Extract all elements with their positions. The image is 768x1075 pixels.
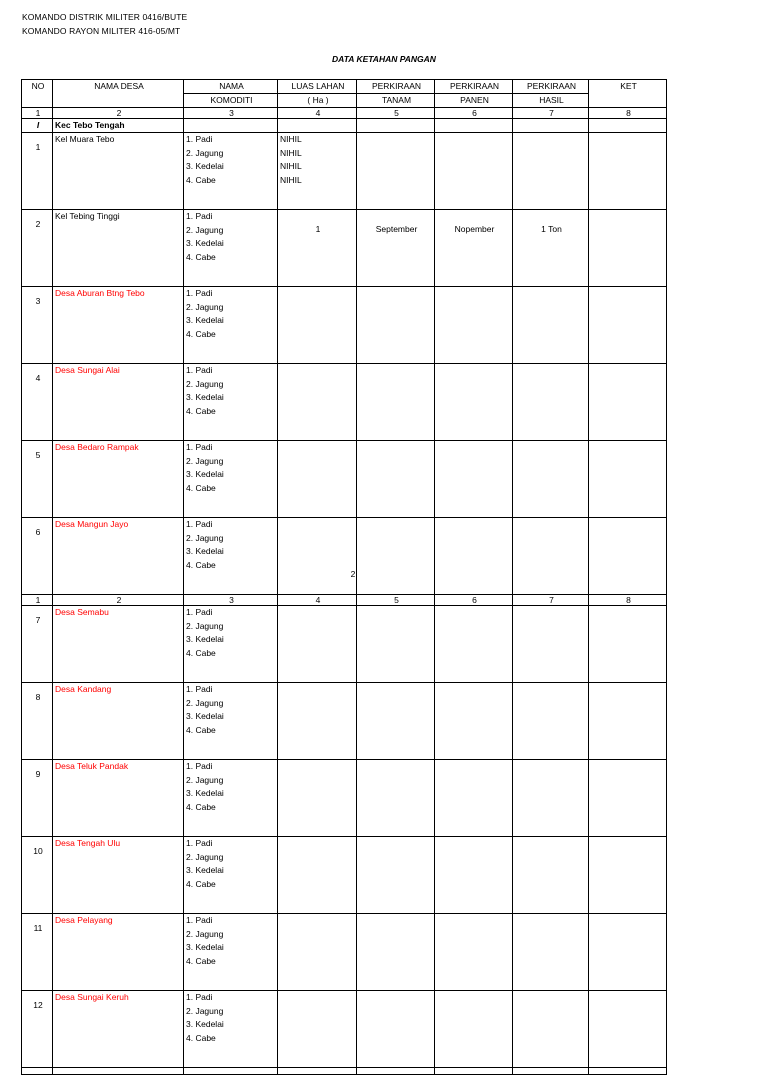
yield-estimate-cell xyxy=(513,518,589,595)
row-number: 3 xyxy=(22,287,53,364)
village-name: Desa Pelayang xyxy=(53,914,184,991)
column-number-row xyxy=(22,108,667,119)
yield-estimate-cell xyxy=(513,287,589,364)
village-name: Desa Semabu xyxy=(53,606,184,683)
village-name: Desa Sungai Keruh xyxy=(53,991,184,1068)
commodity-item: 1. Padi xyxy=(186,838,213,848)
document-title: DATA KETAHAN PANGAN xyxy=(332,54,436,64)
commodity-item: 2. Jagung xyxy=(186,851,224,862)
yield-estimate-cell xyxy=(513,991,589,1068)
table-row xyxy=(22,133,667,210)
land-area-cell xyxy=(278,518,357,595)
column-number: 3 xyxy=(184,595,278,606)
harvest-estimate-cell xyxy=(435,364,513,441)
commodity-list xyxy=(184,287,278,364)
commodity-item: 3. Kedelai xyxy=(186,469,224,480)
harvest-estimate-cell xyxy=(435,991,513,1068)
commodity-item: 1. Padi xyxy=(186,607,213,617)
yield-estimate: 1 Ton xyxy=(541,224,562,234)
kec-name: Kec Tebo Tengah xyxy=(53,119,184,133)
col-header-hasil-top: PERKIRAAN xyxy=(513,80,589,94)
header-unit-line1: KOMANDO DISTRIK MILITER 0416/BUTE xyxy=(22,12,188,22)
table-row xyxy=(22,518,667,595)
column-number: 2 xyxy=(53,595,184,606)
col-header-hasil-bottom: HASIL xyxy=(513,94,589,108)
village-name: Desa Mangun Jayo xyxy=(53,518,184,595)
commodity-list xyxy=(184,441,278,518)
land-area-cell xyxy=(278,364,357,441)
column-number: 3 xyxy=(184,108,278,119)
row-number: 11 xyxy=(22,914,53,991)
col-header-panen-bottom: PANEN xyxy=(435,94,513,108)
remarks-cell xyxy=(589,364,667,441)
row-number: 10 xyxy=(22,837,53,914)
commodity-item: 2. Jagung xyxy=(186,378,224,389)
harvest-estimate-cell xyxy=(435,683,513,760)
village-name: Kel Muara Tebo xyxy=(53,133,184,210)
harvest-estimate-cell xyxy=(435,606,513,683)
village-name: Desa Bedaro Rampak xyxy=(53,441,184,518)
col-header-tanam-bottom: TANAM xyxy=(357,94,435,108)
col-header-luas-bottom: ( Ha ) xyxy=(278,94,357,108)
column-number: 4 xyxy=(278,595,357,606)
land-area-value: NIHIL xyxy=(280,175,302,186)
column-number: 1 xyxy=(22,108,53,119)
commodity-item: 1. Padi xyxy=(186,442,213,452)
yield-estimate-cell xyxy=(513,683,589,760)
commodity-list xyxy=(184,518,278,595)
yield-estimate-cell xyxy=(513,914,589,991)
commodity-item: 2. Jagung xyxy=(186,532,224,543)
yield-estimate-cell xyxy=(513,133,589,210)
table-row xyxy=(22,364,667,441)
land-area-cell xyxy=(278,133,357,210)
table-row xyxy=(22,210,667,287)
harvest-estimate-cell xyxy=(435,210,513,287)
commodity-list xyxy=(184,760,278,837)
commodity-item: 1. Padi xyxy=(186,288,213,298)
planting-estimate-cell xyxy=(357,133,435,210)
village-name: Desa Tengah Ulu xyxy=(53,837,184,914)
commodity-item: 2. Jagung xyxy=(186,455,224,466)
commodity-list xyxy=(184,133,278,210)
land-area-cell xyxy=(278,914,357,991)
table-row xyxy=(22,914,667,991)
column-number: 1 xyxy=(22,595,53,606)
column-number: 6 xyxy=(435,108,513,119)
commodity-item: 2. Jagung xyxy=(186,147,224,158)
land-area-value: 1 xyxy=(315,224,321,234)
col-header-ket: KET xyxy=(589,80,667,108)
column-number: 8 xyxy=(589,595,667,606)
commodity-item: 1. Padi xyxy=(186,992,213,1002)
commodity-item: 4. Cabe xyxy=(186,175,216,186)
food-security-table-page1 xyxy=(21,79,667,595)
planting-estimate-cell xyxy=(357,606,435,683)
land-area-cell xyxy=(278,991,357,1068)
commodity-item: 3. Kedelai xyxy=(186,315,224,326)
remarks-cell xyxy=(589,606,667,683)
commodity-item: 1. Padi xyxy=(186,211,213,221)
remarks-cell xyxy=(589,133,667,210)
commodity-list xyxy=(184,683,278,760)
commodity-item: 2. Jagung xyxy=(186,928,224,939)
table-row xyxy=(22,760,667,837)
commodity-item: 1. Padi xyxy=(186,134,213,144)
planting-estimate-cell xyxy=(357,210,435,287)
commodity-item: 3. Kedelai xyxy=(186,942,224,953)
commodity-list xyxy=(184,364,278,441)
remarks-cell xyxy=(589,518,667,595)
village-name: Desa Sungai Alai xyxy=(53,364,184,441)
harvest-estimate-cell xyxy=(435,518,513,595)
land-area-cell xyxy=(278,441,357,518)
row-number: 7 xyxy=(22,606,53,683)
yield-estimate-cell xyxy=(513,837,589,914)
harvest-estimate-cell xyxy=(435,441,513,518)
commodity-item: 3. Kedelai xyxy=(186,238,224,249)
planting-estimate-cell xyxy=(357,518,435,595)
col-header-nama-desa: NAMA DESA xyxy=(53,80,184,108)
land-area-cell xyxy=(278,683,357,760)
col-header-nama-bottom: KOMODITI xyxy=(184,94,278,108)
table-row xyxy=(22,606,667,683)
commodity-item: 4. Cabe xyxy=(186,483,216,494)
harvest-estimate-cell xyxy=(435,914,513,991)
commodity-item: 2. Jagung xyxy=(186,774,224,785)
commodity-item: 4. Cabe xyxy=(186,406,216,417)
commodity-item: 4. Cabe xyxy=(186,329,216,340)
kec-number: I xyxy=(22,119,53,133)
commodity-item: 2. Jagung xyxy=(186,620,224,631)
remarks-cell xyxy=(589,760,667,837)
col-header-panen-top: PERKIRAAN xyxy=(435,80,513,94)
commodity-item: 1. Padi xyxy=(186,365,213,375)
commodity-item: 4. Cabe xyxy=(186,252,216,263)
row-number: 9 xyxy=(22,760,53,837)
commodity-item: 4. Cabe xyxy=(186,648,216,659)
planting-estimate-cell xyxy=(357,441,435,518)
remarks-cell xyxy=(589,991,667,1068)
table-row xyxy=(22,837,667,914)
column-number: 5 xyxy=(357,108,435,119)
commodity-list xyxy=(184,210,278,287)
column-number: 5 xyxy=(357,595,435,606)
remarks-cell xyxy=(589,287,667,364)
commodity-item: 4. Cabe xyxy=(186,879,216,890)
village-name: Desa Teluk Pandak xyxy=(53,760,184,837)
village-name: Kel Tebing Tinggi xyxy=(53,210,184,287)
commodity-item: 3. Kedelai xyxy=(186,546,224,557)
commodity-item: 3. Kedelai xyxy=(186,711,224,722)
commodity-list xyxy=(184,837,278,914)
row-number: 5 xyxy=(22,441,53,518)
yield-estimate-cell xyxy=(513,760,589,837)
remarks-cell xyxy=(589,210,667,287)
col-header-no: NO xyxy=(22,80,53,108)
row-number: 1 xyxy=(22,133,53,210)
column-number: 6 xyxy=(435,595,513,606)
harvest-estimate-cell xyxy=(435,760,513,837)
column-number-row xyxy=(22,595,667,606)
commodity-item: 3. Kedelai xyxy=(186,634,224,645)
remarks-cell xyxy=(589,683,667,760)
planting-estimate: September xyxy=(375,224,418,234)
commodity-item: 4. Cabe xyxy=(186,560,216,571)
col-header-luas-top: LUAS LAHAN xyxy=(278,80,357,94)
commodity-list xyxy=(184,914,278,991)
planting-estimate-cell xyxy=(357,683,435,760)
planting-estimate-cell xyxy=(357,364,435,441)
land-area-value: NIHIL xyxy=(280,134,302,144)
planting-estimate-cell xyxy=(357,760,435,837)
yield-estimate-cell xyxy=(513,606,589,683)
commodity-item: 2. Jagung xyxy=(186,697,224,708)
planting-estimate-cell xyxy=(357,914,435,991)
table-row xyxy=(22,441,667,518)
commodity-item: 1. Padi xyxy=(186,519,213,529)
column-number: 4 xyxy=(278,108,357,119)
yield-estimate-cell xyxy=(513,364,589,441)
commodity-item: 1. Padi xyxy=(186,684,213,694)
harvest-estimate-cell xyxy=(435,287,513,364)
harvest-estimate-cell xyxy=(435,837,513,914)
commodity-item: 3. Kedelai xyxy=(186,1019,224,1030)
row-number: 2 xyxy=(22,210,53,287)
commodity-item: 2. Jagung xyxy=(186,1005,224,1016)
col-header-tanam-top: PERKIRAAN xyxy=(357,80,435,94)
remarks-cell xyxy=(589,441,667,518)
commodity-item: 2. Jagung xyxy=(186,224,224,235)
yield-estimate-cell xyxy=(513,210,589,287)
commodity-item: 1. Padi xyxy=(186,915,213,925)
commodity-item: 3. Kedelai xyxy=(186,161,224,172)
planting-estimate-cell xyxy=(357,287,435,364)
commodity-item: 4. Cabe xyxy=(186,725,216,736)
land-area-value: NIHIL xyxy=(280,147,302,158)
table-row-cut-off xyxy=(22,1068,667,1075)
village-name: Desa Kandang xyxy=(53,683,184,760)
page-number: 2 xyxy=(350,569,356,579)
row-number: 8 xyxy=(22,683,53,760)
remarks-cell xyxy=(589,837,667,914)
harvest-estimate: Nopember xyxy=(454,224,495,234)
row-number: 6 xyxy=(22,518,53,595)
land-area-cell xyxy=(278,760,357,837)
yield-estimate-cell xyxy=(513,441,589,518)
commodity-item: 3. Kedelai xyxy=(186,392,224,403)
land-area-cell xyxy=(278,606,357,683)
commodity-list xyxy=(184,606,278,683)
table-row xyxy=(22,991,667,1068)
planting-estimate-cell xyxy=(357,991,435,1068)
harvest-estimate-cell xyxy=(435,133,513,210)
column-number: 7 xyxy=(513,595,589,606)
column-number: 8 xyxy=(589,108,667,119)
commodity-list xyxy=(184,991,278,1068)
commodity-item: 4. Cabe xyxy=(186,956,216,967)
column-number: 2 xyxy=(53,108,184,119)
food-security-table-page2 xyxy=(21,594,667,1075)
column-number: 7 xyxy=(513,108,589,119)
commodity-item: 2. Jagung xyxy=(186,301,224,312)
table-row xyxy=(22,683,667,760)
land-area-cell xyxy=(278,287,357,364)
planting-estimate-cell xyxy=(357,837,435,914)
land-area-cell xyxy=(278,210,357,287)
row-number: 12 xyxy=(22,991,53,1068)
commodity-item: 3. Kedelai xyxy=(186,788,224,799)
land-area-cell xyxy=(278,837,357,914)
commodity-item: 1. Padi xyxy=(186,761,213,771)
col-header-nama-top: NAMA xyxy=(184,80,278,94)
table-row xyxy=(22,287,667,364)
row-number: 4 xyxy=(22,364,53,441)
header-unit-line2: KOMANDO RAYON MILITER 416-05/MT xyxy=(22,26,181,36)
land-area-value: NIHIL xyxy=(280,161,302,172)
commodity-item: 4. Cabe xyxy=(186,1033,216,1044)
village-name: Desa Aburan Btng Tebo xyxy=(53,287,184,364)
remarks-cell xyxy=(589,914,667,991)
commodity-item: 3. Kedelai xyxy=(186,865,224,876)
commodity-item: 4. Cabe xyxy=(186,802,216,813)
